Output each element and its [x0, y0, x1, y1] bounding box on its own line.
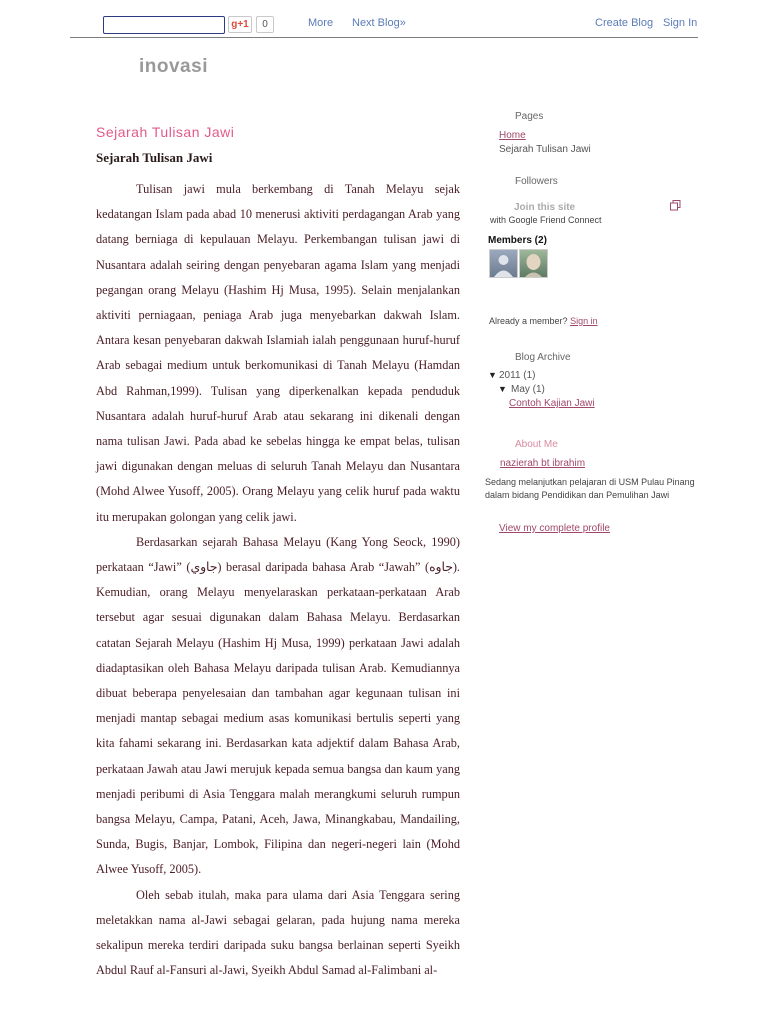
gfc-label: with Google Friend Connect	[490, 215, 602, 225]
archive-month[interactable]: May (1)	[511, 384, 545, 395]
triangle-down-icon[interactable]: ▼	[488, 370, 497, 380]
page-link-home[interactable]: Home	[499, 130, 526, 141]
gplus-label: +1	[237, 19, 249, 30]
post-subtitle: Sejarah Tulisan Jawi	[96, 150, 213, 165]
archive-post-link[interactable]: Contoh Kajian Jawi	[509, 398, 595, 409]
person-icon	[520, 250, 547, 277]
member-avatar[interactable]	[519, 249, 548, 278]
view-profile-link[interactable]: View my complete profile	[499, 523, 610, 534]
gplus-count: 0	[256, 16, 274, 33]
page-link-sejarah[interactable]: Sejarah Tulisan Jawi	[499, 144, 591, 155]
create-blog-link[interactable]: Create Blog	[595, 17, 654, 29]
blogger-navbar	[70, 0, 698, 38]
google-plus-icon: g	[231, 19, 238, 30]
about-heading: About Me	[515, 439, 558, 450]
sign-in-member-link[interactable]: Sign in	[570, 316, 598, 326]
archive-heading: Blog Archive	[515, 352, 571, 363]
member-avatar[interactable]	[489, 249, 518, 278]
more-link[interactable]: More	[308, 17, 334, 29]
about-description: Sedang melanjutkan pelajaran di USM Pulau Pinang dalam bidang Pendidikan dan Pemulihan Jawi	[485, 477, 695, 500]
google-plus-button[interactable]	[228, 16, 252, 33]
followers-heading: Followers	[515, 176, 558, 187]
post-title[interactable]: Sejarah Tulisan Jawi	[96, 124, 235, 140]
archive-year[interactable]: 2011 (1)	[499, 370, 536, 381]
post-paragraph: Berdasarkan sejarah Bahasa Melayu (Kang Yong Seock, 1990) perkataan “Jawi” (جاوي) berasal daripada bahasa Arab “Jawah” (جاوه). Kemudian, orang Melayu menyelaraskan perkataan-perkataan Arab tersebut agar sesuai digunakan dalam Bahasa Melayu. Berdasarkan catatan Sejarah Melayu (Hashim Hj Musa, 1999) perkataan Jawi adalah diadaptasikan oleh Bahasa Melayu daripada tulisan Arab. Kemudiannya dibuat beberapa penyelesaian dan tambahan agar kegunaan tulisan ini menjadi mantap sebagai medium asas komunikasi bertulis seperti yang kita fahami sekarang ini. Berdasarkan kata adjektif dalam Bahasa Arab, perkataan Jawah atau Jawi merujuk kepada semua bangsa dan kaum yang menjadi peribumi di Asia Tenggara malah merangkumi seluruh rumpun bangsa Melayu, Campa, Patani, Aceh, Jawa, Minangkabau, Mandailing, Sunda, Bugis, Banjar, Lombok, Filipina dan negeri-negeri lain (Mohd Alwee Yusoff, 2005).	[96, 534, 460, 877]
pages-heading: Pages	[515, 111, 544, 122]
triangle-down-icon[interactable]: ▼	[498, 384, 507, 394]
post-body	[96, 177, 460, 984]
popout-icon[interactable]	[670, 200, 681, 211]
already-member-text	[489, 316, 598, 326]
search-input[interactable]	[103, 16, 225, 34]
members-label[interactable]: Members (2)	[488, 235, 547, 246]
person-icon	[490, 250, 517, 277]
post-paragraph: Tulisan jawi mula berkembang di Tanah Melayu sejak kedatangan Islam pada abad 10 menerusi aktiviti perdagangan Arab yang datang berniaga di kepulauan Melayu. Perkembangan tulisan jawi di Nusantara adalah seiring dengan penyebaran agama Islam yang menjadi pegangan orang Melayu (Hashim Hj Musa, 1995). Selain menjalankan aktiviti perniagaan, peniaga Arab juga menyebarkan dakwah Islam. Antara kesan penyebaran dakwah Islamiah ialah penggunaan huruf-huruf Arab sebagai medium untuk berkomunikasi di Tanah Melayu (Hamdan Abd Rahman,1999). Tulisan yang diperkenalkan kepada penduduk Nusantara adalah huruf-huruf Arab atau sekarang ini dikenali dengan nama tulisan Jawi. Pada abad ke sebelas hingga ke empat belas, tulisan jawi digunakan dengan meluas di seluruh Tanah Melayu dan Nusantara (Mohd Alwee Yusoff, 2005). Orang Melayu yang celik huruf pada waktu itu merupakan golongan yang celik jawi.	[96, 182, 460, 524]
profile-name-link[interactable]: nazierah bt ibrahim	[500, 458, 586, 469]
next-blog-link[interactable]: Next Blog»	[352, 17, 406, 29]
join-site-link[interactable]: Join this site	[514, 202, 576, 213]
blog-title[interactable]: inovasi	[139, 56, 208, 77]
post-paragraph: Oleh sebab itulah, maka para ulama dari Asia Tenggara sering meletakkan nama al-Jawi sebagai gelaran, pada hujung nama mereka sekalipun mereka terdiri daripada suku bangsa berlainan seperti Syeikh Abdul Rauf al-Fansuri al-Jawi, Syeikh Abdul Samad al-Falimbani al-	[96, 887, 460, 978]
already-member-label: Already a member?	[489, 316, 568, 326]
sign-in-link[interactable]: Sign In	[663, 17, 698, 29]
